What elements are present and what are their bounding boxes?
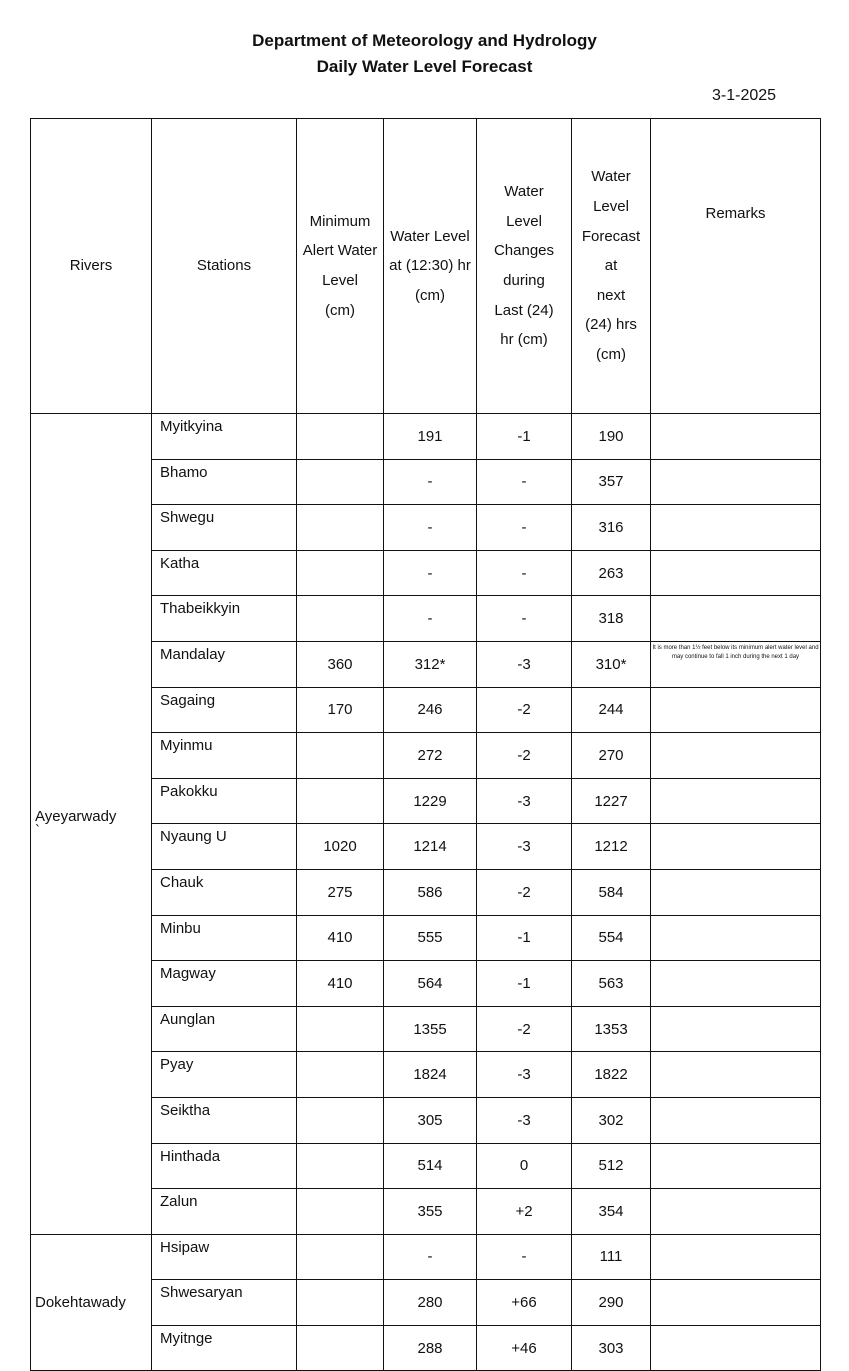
table-row	[31, 1234, 821, 1280]
change-cell: -3	[477, 778, 572, 824]
header-changes	[477, 119, 572, 414]
station-cell: Sagaing	[152, 687, 297, 733]
water-level-cell: 305	[384, 1097, 477, 1143]
min-alert-cell: 170	[297, 687, 384, 733]
water-level-cell: 288	[384, 1325, 477, 1371]
station-cell: Hinthada	[152, 1143, 297, 1189]
change-cell: -2	[477, 869, 572, 915]
min-alert-cell	[297, 414, 384, 460]
station-cell: Mandalay	[152, 641, 297, 687]
header-line: Last (24)	[494, 301, 554, 319]
header-line: Alert Water	[302, 242, 378, 260]
change-cell: -1	[477, 414, 572, 460]
forecast-cell: 354	[572, 1189, 651, 1235]
river-mark: `	[35, 821, 40, 839]
station-cell: Shwegu	[152, 505, 297, 551]
station-cell: Myitnge	[152, 1325, 297, 1371]
header-line: (cm)	[415, 286, 445, 304]
forecast-cell: 584	[572, 869, 651, 915]
header-remarks: Remarks	[651, 119, 821, 414]
change-cell: -	[477, 505, 572, 551]
min-alert-cell: 1020	[297, 824, 384, 870]
min-alert-cell: 410	[297, 961, 384, 1007]
change-cell: -3	[477, 824, 572, 870]
river-name-cell	[31, 414, 152, 1235]
forecast-cell: 512	[572, 1143, 651, 1189]
min-alert-cell	[297, 459, 384, 505]
remark-cell	[651, 1234, 821, 1280]
document-subtitle: Daily Water Level Forecast	[316, 57, 533, 76]
station-cell: Hsipaw	[152, 1234, 297, 1280]
header-line: (24) hrs	[585, 316, 637, 334]
remark-cell	[651, 1189, 821, 1235]
remark-cell	[651, 1280, 821, 1326]
forecast-cell: 1353	[572, 1006, 651, 1052]
remark-cell	[651, 687, 821, 733]
water-level-cell: -	[384, 596, 477, 642]
water-level-cell: 272	[384, 733, 477, 779]
station-cell: Pakokku	[152, 778, 297, 824]
remark-cell	[651, 1143, 821, 1189]
remark-cell	[651, 414, 821, 460]
header-line: next	[596, 286, 626, 304]
min-alert-cell	[297, 505, 384, 551]
header-line: Level	[593, 198, 629, 216]
forecast-cell: 1212	[572, 824, 651, 870]
station-cell: Seiktha	[152, 1097, 297, 1143]
remark-cell	[651, 550, 821, 596]
change-cell: -3	[477, 1097, 572, 1143]
min-alert-cell	[297, 1097, 384, 1143]
water-level-cell: 1214	[384, 824, 477, 870]
change-cell: -	[477, 596, 572, 642]
min-alert-cell	[297, 733, 384, 779]
change-cell: -1	[477, 961, 572, 1007]
min-alert-cell	[297, 778, 384, 824]
header-line: Water	[591, 168, 631, 186]
min-alert-cell	[297, 1280, 384, 1326]
table-body	[31, 414, 821, 1371]
change-cell: 0	[477, 1143, 572, 1189]
change-cell: -1	[477, 915, 572, 961]
min-alert-cell	[297, 1143, 384, 1189]
change-cell: -2	[477, 687, 572, 733]
forecast-cell: 316	[572, 505, 651, 551]
forecast-cell: 302	[572, 1097, 651, 1143]
water-level-cell: 312*	[384, 641, 477, 687]
forecast-cell: 244	[572, 687, 651, 733]
forecast-cell: 1822	[572, 1052, 651, 1098]
water-level-cell: 586	[384, 869, 477, 915]
station-cell: Nyaung U	[152, 824, 297, 870]
forecast-cell: 270	[572, 733, 651, 779]
header-line: hr (cm)	[500, 331, 548, 349]
header-line: Water Level	[390, 227, 470, 245]
forecast-cell: 563	[572, 961, 651, 1007]
remark-cell: It is more than 1½ feet below its minimum alert water level and may continue to fall 1 inch during the next 1 day	[651, 641, 821, 687]
change-cell: +66	[477, 1280, 572, 1326]
min-alert-cell: 410	[297, 915, 384, 961]
header-forecast	[572, 119, 651, 414]
station-cell: Minbu	[152, 915, 297, 961]
remark-cell	[651, 1006, 821, 1052]
change-cell: +2	[477, 1189, 572, 1235]
header-line: during	[503, 272, 545, 289]
remark-cell	[651, 505, 821, 551]
forecast-date: 3-1-2025	[712, 87, 777, 104]
min-alert-cell: 275	[297, 869, 384, 915]
min-alert-cell	[297, 550, 384, 596]
header-line: Level	[506, 212, 542, 230]
water-level-cell: 1824	[384, 1052, 477, 1098]
remark-cell	[651, 1097, 821, 1143]
change-cell: -3	[477, 641, 572, 687]
min-alert-cell: 360	[297, 641, 384, 687]
remark-cell	[651, 733, 821, 779]
remark-cell	[651, 915, 821, 961]
change-cell: -2	[477, 733, 572, 779]
forecast-cell: 290	[572, 1280, 651, 1326]
forecast-cell: 1227	[572, 778, 651, 824]
min-alert-cell	[297, 1234, 384, 1280]
remark-cell	[651, 1052, 821, 1098]
min-alert-cell	[297, 1006, 384, 1052]
header-line: Water	[504, 183, 544, 201]
station-cell: Myitkyina	[152, 414, 297, 460]
water-level-cell: -	[384, 459, 477, 505]
remark-cell	[651, 961, 821, 1007]
water-level-cell: 514	[384, 1143, 477, 1189]
station-cell: Pyay	[152, 1052, 297, 1098]
remark-cell	[651, 869, 821, 915]
forecast-cell: 111	[572, 1234, 651, 1280]
header-line: at (12:30) hr	[389, 257, 471, 275]
document-title: Department of Meteorology and Hydrology	[252, 31, 597, 50]
remark-cell	[651, 778, 821, 824]
min-alert-cell	[297, 596, 384, 642]
forecast-cell: 303	[572, 1325, 651, 1371]
station-cell: Magway	[152, 961, 297, 1007]
forecast-cell: 357	[572, 459, 651, 505]
table-header-row	[31, 119, 821, 414]
min-alert-cell	[297, 1052, 384, 1098]
river-name-cell	[31, 1234, 152, 1371]
water-level-cell: 1229	[384, 778, 477, 824]
header-line: Level	[322, 272, 358, 289]
station-cell: Zalun	[152, 1189, 297, 1235]
header-stations: Stations	[152, 119, 297, 414]
min-alert-cell	[297, 1189, 384, 1235]
change-cell: -	[477, 550, 572, 596]
table-row	[31, 414, 821, 460]
water-level-cell: 246	[384, 687, 477, 733]
water-level-cell: 355	[384, 1189, 477, 1235]
river-name: Ayeyarwady	[35, 807, 117, 825]
header-min-alert	[297, 119, 384, 414]
water-level-cell: 1355	[384, 1006, 477, 1052]
forecast-cell: 310*	[572, 641, 651, 687]
water-level-cell: -	[384, 505, 477, 551]
station-cell: Myinmu	[152, 733, 297, 779]
header-water-level	[384, 119, 477, 414]
water-level-cell: 280	[384, 1280, 477, 1326]
header-line: at	[604, 257, 618, 275]
station-cell: Shwesaryan	[152, 1280, 297, 1326]
water-level-cell: -	[384, 550, 477, 596]
change-cell: -2	[477, 1006, 572, 1052]
river-name: Dokehtawady	[35, 1293, 126, 1311]
water-level-cell: 564	[384, 961, 477, 1007]
header-line: Forecast	[581, 227, 641, 245]
station-cell: Aunglan	[152, 1006, 297, 1052]
min-alert-cell	[297, 1325, 384, 1371]
header-line: (cm)	[596, 345, 626, 363]
station-cell: Chauk	[152, 869, 297, 915]
change-cell: -	[477, 459, 572, 505]
forecast-cell: 318	[572, 596, 651, 642]
water-level-table	[30, 118, 821, 1371]
header-line: (cm)	[325, 301, 355, 319]
forecast-cell: 554	[572, 915, 651, 961]
remark-cell	[651, 596, 821, 642]
forecast-cell: 190	[572, 414, 651, 460]
header-rivers: Rivers	[31, 119, 152, 414]
change-cell: -	[477, 1234, 572, 1280]
header-line: Minimum	[309, 212, 371, 230]
header-line: Changes	[493, 242, 555, 260]
remark-cell	[651, 1325, 821, 1371]
change-cell: +46	[477, 1325, 572, 1371]
remark-cell	[651, 824, 821, 870]
water-level-cell: 191	[384, 414, 477, 460]
station-cell: Thabeikkyin	[152, 596, 297, 642]
water-level-cell: 555	[384, 915, 477, 961]
water-level-cell: -	[384, 1234, 477, 1280]
change-cell: -3	[477, 1052, 572, 1098]
station-cell: Katha	[152, 550, 297, 596]
remark-cell	[651, 459, 821, 505]
station-cell: Bhamo	[152, 459, 297, 505]
forecast-cell: 263	[572, 550, 651, 596]
